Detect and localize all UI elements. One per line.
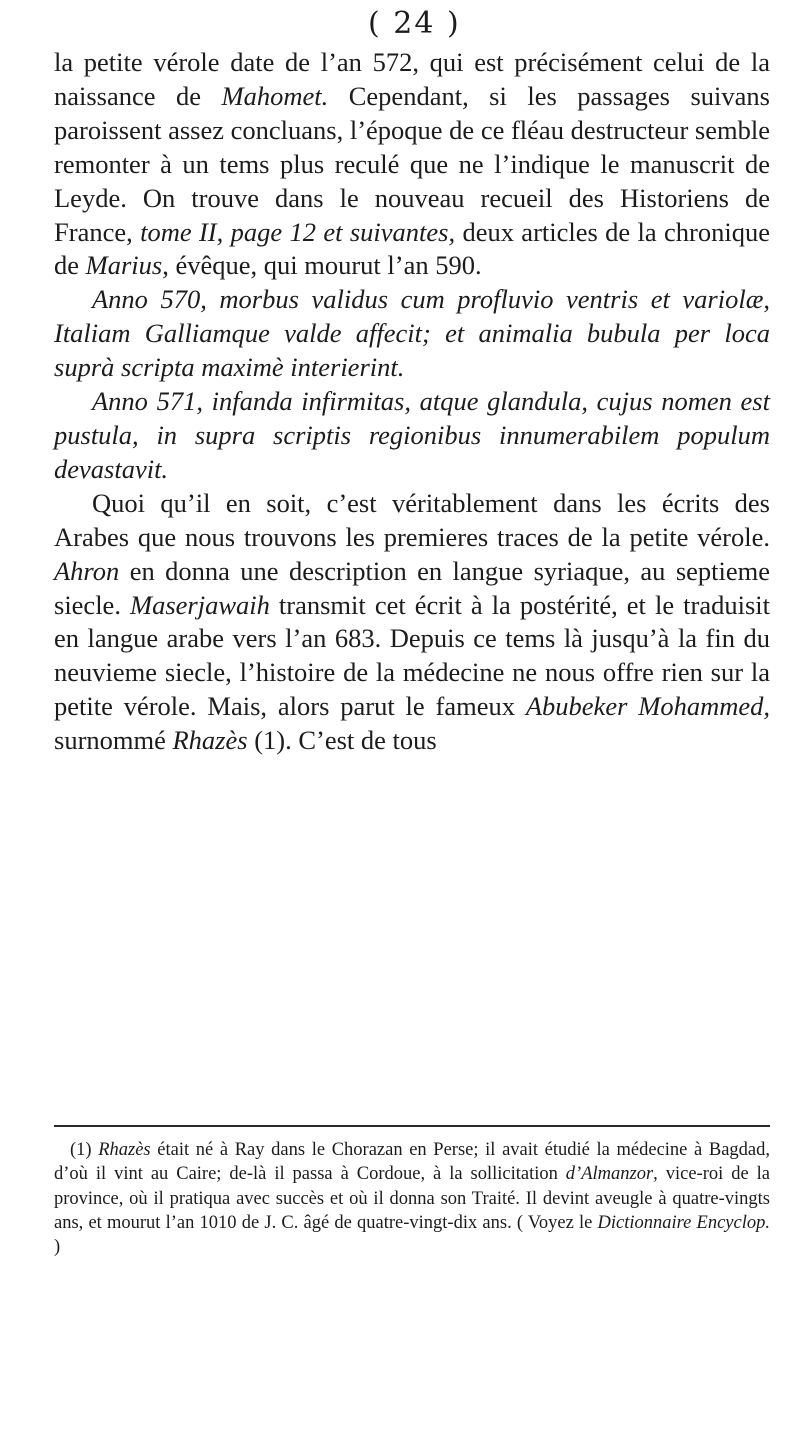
paragraph-1-text-3: deux articles de la chronique de xyxy=(54,216,770,281)
volume-reference: tome II, page 12 et suivantes, xyxy=(140,216,456,247)
footnote-text-2: , vice-roi de la province, où il pratiqua avec succès et où il donna son Traité. Il devint aveugle à quatre-vingts ans, et mourut l’an 1010 de J. C. âgé de quatre-vingt-dix ans. ( Voyez le xyxy=(54,1164,770,1233)
footnote-text-3: ) xyxy=(54,1237,61,1258)
name-marius: Marius xyxy=(85,250,163,281)
body-text xyxy=(54,46,770,758)
paragraph-4-text-5: (1). C’est de tous xyxy=(247,725,437,756)
latin-quote-anno-570-text: Anno 570, morbus validus cum profluvio ventris et variolæ, Italiam Galliamque valde affecit; et animalia bubula per loca suprà scripta maximè interierint. xyxy=(54,284,770,383)
footnote-paragraph xyxy=(54,1138,770,1259)
name-abubeker: Abubeker Mohammed, xyxy=(525,691,770,722)
footnote-name-almanzor: d’Almanzor xyxy=(565,1164,654,1185)
footnote-name-rhazes: Rhazès xyxy=(98,1140,151,1160)
footnote-dictionary-ref: Dictionnaire Encyclop. xyxy=(597,1212,770,1233)
name-maserjawaih: Maserjawaih xyxy=(130,589,270,620)
footnote-divider xyxy=(54,1125,770,1127)
footnote-mark: (1) xyxy=(70,1140,99,1160)
name-rhazes: Rhazès xyxy=(172,725,248,756)
name-mahomet: Mahomet. xyxy=(221,80,329,111)
footnote-text-1: était né à Ray dans le Chorazan en Perse; il avait étudié la médecine à Bagdad, d’où il vint au Caire; de-là il passa à Cordoue, à la sollicitation xyxy=(54,1140,771,1185)
page-number: ( 24 ) xyxy=(368,6,461,41)
paragraph-1-text-2: Cependant, si les passages suivans paroissent assez concluans, l’époque de ce fléau destructeur semble remonter à un tems plus reculé que ne l’indique le manuscrit de Leyde. On trouve dans le nouveau recueil des Historiens de France, xyxy=(54,80,770,247)
paragraph-4 xyxy=(54,487,770,758)
paragraph-4-text-4: surnommé xyxy=(54,725,173,756)
latin-quote-anno-571-text: Anno 571, infanda infirmitas, atque glandula, cujus nomen est pustula, in supra scriptis regionibus innumerabilem populum devastavit. xyxy=(54,386,770,484)
latin-quote-anno-570 xyxy=(54,283,770,385)
paragraph-1-text-4: , évêque, qui mourut l’an 590. xyxy=(162,250,482,281)
latin-quote-anno-571 xyxy=(54,385,770,487)
paragraph-1-text-1: la petite vérole date de l’an 572, qui est précisément celui de la naissance de xyxy=(54,47,770,111)
footnote xyxy=(54,1138,770,1259)
paragraph-4-text-2: en donna une description en langue syriaque, au septieme siecle. xyxy=(54,555,770,620)
paragraph-1 xyxy=(54,46,770,283)
paragraph-4-text-3: transmit cet écrit à la postérité, et le traduisit en langue arabe vers l’an 683. Depuis ce tems là jusqu’à la fin du neuvieme siecle, l’histoire de la médecine ne nous offre rien sur la petite vérole. Mais, alors parut le fameux xyxy=(54,589,770,722)
paragraph-4-text-1: Quoi qu’il en soit, c’est véritablement dans les écrits des Arabes que nous trouvons les premieres traces de la petite vérole. xyxy=(54,487,770,552)
name-ahron: Ahron xyxy=(54,555,120,586)
